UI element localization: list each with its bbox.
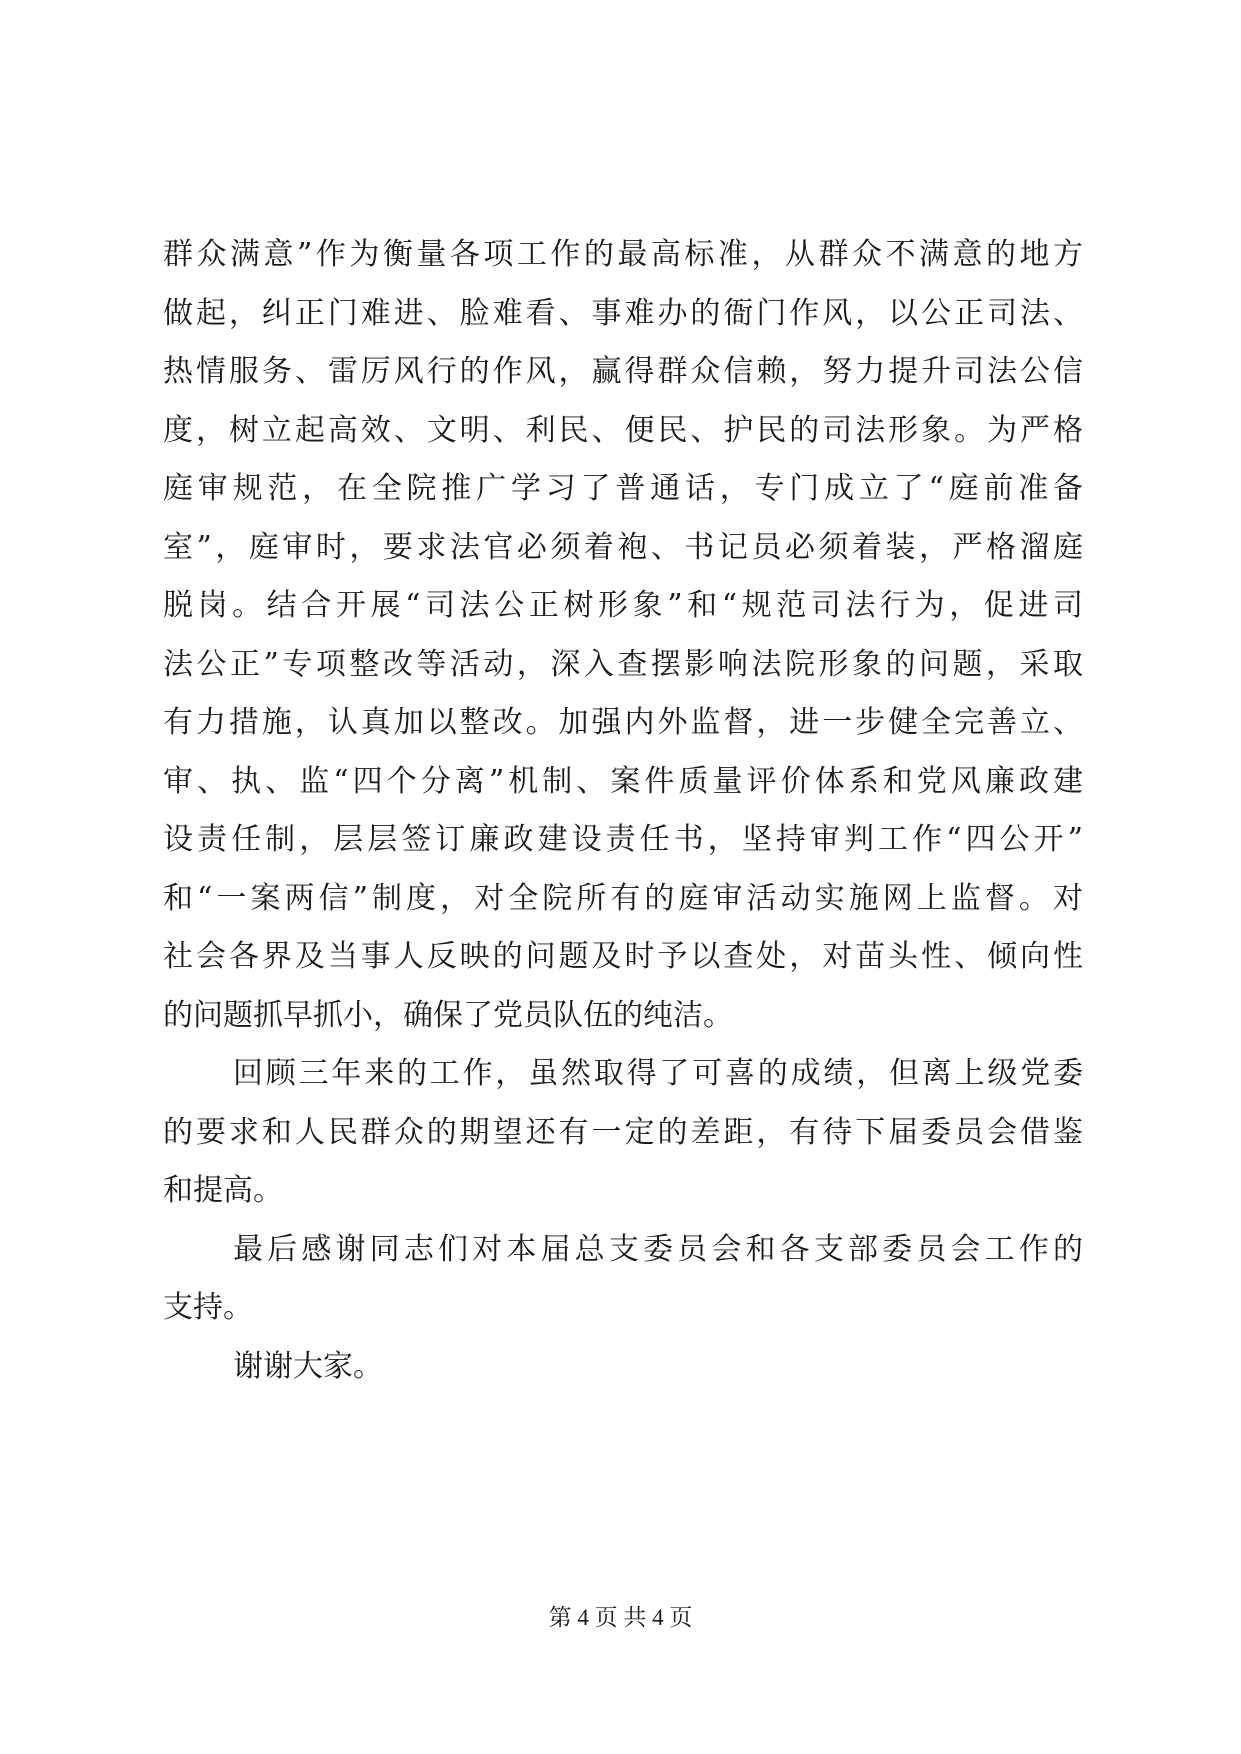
- text-line: 群众满意”作为衡量各项工作的最高标准，从群众不满意的地方: [163, 237, 1083, 272]
- paragraph-4: [163, 1338, 1083, 1397]
- text-line: 谢谢大家。: [233, 1348, 383, 1384]
- text-line: 热情服务、雷厉风行的作风，赢得群众信赖，努力提升司法公信: [163, 354, 1083, 389]
- text-line: 最后感谢同志们对本届总支委员会和各支部委员会工作的: [233, 1231, 1083, 1267]
- text-line: 法公正”专项整改等活动，深入查摆影响法院形象的问题，采取: [163, 646, 1083, 682]
- text-line: 设责任制，层层签订廉政建设责任书，坚持审判工作“四公开”: [163, 822, 1083, 857]
- text-line: 支持。: [163, 1290, 253, 1325]
- paragraph-2: [163, 1045, 1083, 1221]
- text-line: 的问题抓早抓小，确保了党员队伍的纯洁。: [163, 997, 733, 1033]
- text-line: 有力措施，认真加以整改。加强内外监督，进一步健全完善立、: [163, 705, 1083, 740]
- text-line: 回顾三年来的工作，虽然取得了可喜的成绩，但离上级党委: [233, 1056, 1083, 1091]
- text-line: 的要求和人民群众的期望还有一定的差距，有待下届委员会借鉴: [163, 1114, 1083, 1150]
- text-line: 和提高。: [163, 1173, 283, 1208]
- text-line: 社会各界及当事人反映的问题及时予以查处，对苗头性、倾向性: [163, 939, 1083, 974]
- text-line: 审、执、监“四个分离”机制、案件质量评价体系和党风廉政建: [163, 763, 1083, 799]
- text-line: 庭审规范，在全院推广学习了普通话，专门成立了“庭前准备: [163, 471, 1083, 506]
- document-body: [163, 226, 1083, 1396]
- text-line: 室”，庭审时，要求法官必须着袍、书记员必须着装，严格溜庭: [163, 529, 1083, 565]
- text-line: 和“一案两信”制度，对全院所有的庭审活动实施网上监督。对: [163, 880, 1083, 916]
- paragraph-1: [163, 226, 1083, 1045]
- text-line: 脱岗。结合开展“司法公正树形象”和“规范司法行为，促进司: [163, 588, 1083, 623]
- page-footer: 第 4 页 共 4 页: [548, 1605, 693, 1630]
- text-line: 做起，纠正门难进、脸难看、事难办的衙门作风，以公正司法、: [163, 295, 1083, 331]
- text-line: 度，树立起高效、文明、利民、便民、护民的司法形象。为严格: [163, 412, 1083, 448]
- paragraph-3: [163, 1221, 1083, 1338]
